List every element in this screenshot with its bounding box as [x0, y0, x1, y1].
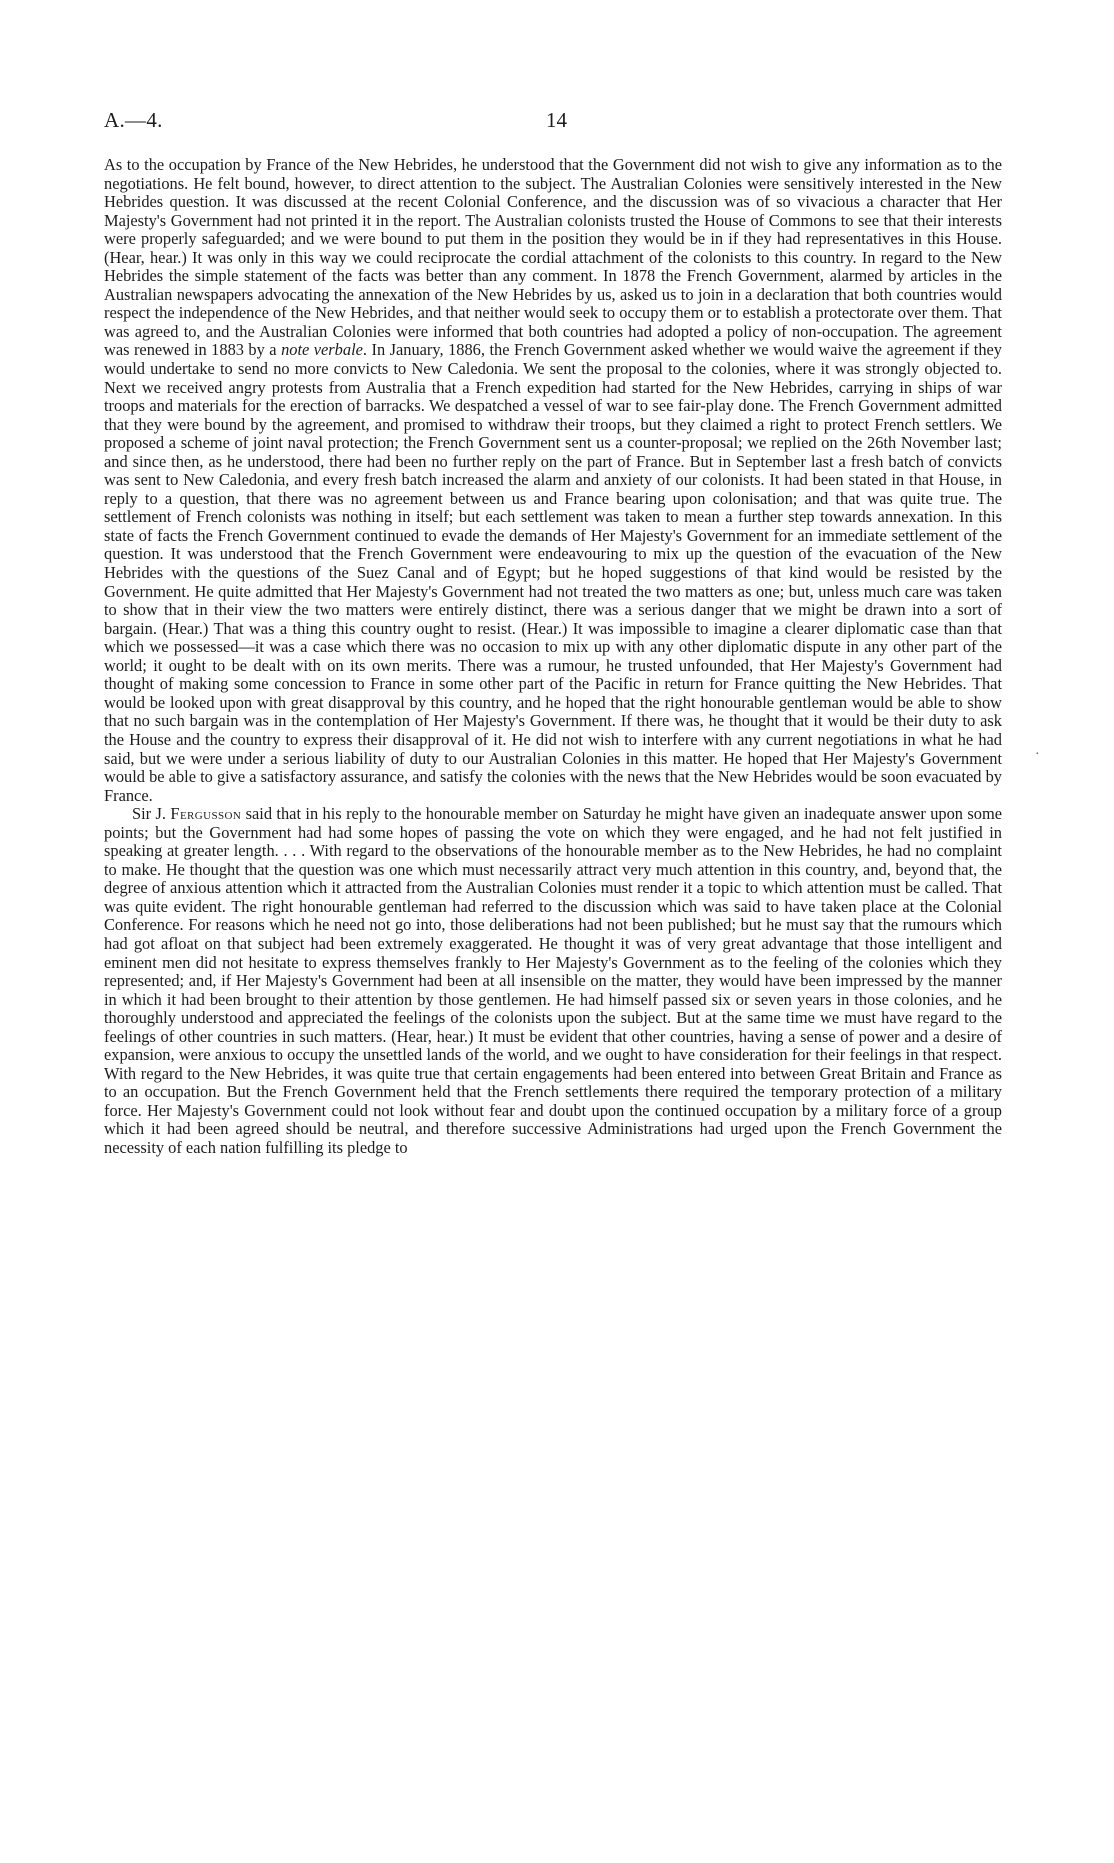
speaker-prefix: Sir J. [132, 804, 171, 824]
page-number: 14 [546, 108, 567, 132]
page-header [104, 108, 1004, 138]
paragraph-fergusson-reply [104, 805, 1002, 1157]
speaker-name: Fergusson [170, 804, 242, 824]
margin-mark: · [1035, 747, 1040, 762]
italic-phrase: note verbale [281, 340, 363, 360]
body-text [104, 156, 1002, 1158]
document-reference: A.—4. [104, 108, 163, 132]
paragraph-occupation-new-hebrides [104, 156, 1002, 805]
paragraph-text: As to the occupation by France of the New Hebrides, he understood that the Government did not wish to give any information as to the negotiations. He felt bound, however, to direct attention to the subject. The Australian Colonies were sensitively interested in the New Hebrides question. It was discussed at the recent Colonial Conference, and the discussion was of so vivacious a character that Her Majesty's Government had not printed it in the report. The Australian colonists trusted the House of Commons to see that their interests were properly safeguarded; and we were bound to put them in the position they would be in if they had representatives in this House. (Hear, hear.) It was only in this way we could reciprocate the cordial attachment of the colonists to this country. In regard to the New Hebrides the simple statement of the facts was better than any comment. In 1878 the French Government, alarmed by articles in the Australian newspapers advocating the annexation of the New Hebrides by us, asked us to join in a declaration that both countries would respect the independence of the New Hebrides, and that neither would seek to occupy them or to establish a protectorate over them. That was agreed to, and the Australian Colonies were informed that both countries had adopted a policy of non-occupation. The agreement was renewed in 1883 by a [104, 155, 1002, 360]
paragraph-text: said that in his reply to the honourable member on Saturday he might have given an inadequate answer upon some points; but the Government had had some hopes of passing the vote on which they were engaged, and he had not felt justified in speaking at greater length. . . . With regard to the observations of the honourable member as to the New Hebrides, he had no complaint to make. He thought that the question was one which must necessarily attract very much attention in this country, and, beyond that, the degree of anxious attention which it attracted from the Australian Colonies must render it a topic to which attention must be called. That was quite evident. The right honourable gentleman had referred to the discussion which was said to have taken place at the Colonial Conference. For reasons which he need not go into, those deliberations had not been published; but he must say that the rumours which had got afloat on that subject had been extremely exaggerated. He thought it was of very great advantage that those intelligent and eminent men did not hesitate to express themselves frankly to Her Majesty's Government as to the feeling of the colonies which they represented; and, if Her Majesty's Government had been at all insensible on the matter, they would have been impressed by the manner in which it had been brought to their attention by those gentlemen. He had himself passed six or seven years in those colonies, and he thoroughly understood and appreciated the feelings of the colonists upon the subject. But at the same time we must have regard to the feelings of other countries in such matters. (Hear, hear.) It must be evident that other countries, having a sense of power and a desire of expansion, were anxious to occupy the unsettled lands of the world, and we ought to have consideration for their feelings in that respect. With regard to the New Hebrides, it was quite true that certain engagements had been entered into between Great Britain and France as to an occupation. But the French Government held that the French settlements there required the temporary protection of a military force. Her Majesty's Government could not look without fear and doubt upon the continued occupation by a military force of a group which it had been agreed should be neutral, and therefore successive Administrations had urged upon the French Government the necessity of each nation fulfilling its pledge to [104, 804, 1002, 1157]
paragraph-text: . In January, 1886, the French Government asked whether we would waive the agreement if they would undertake to send no more convicts to New Caledonia. We sent the proposal to the colonies, where it was strongly objected to. Next we received angry protests from Australia that a French expedition had started for the New Hebrides, carrying in ships of war troops and materials for the erection of barracks. We despatched a vessel of war to see fair-play done. The French Government admitted that they were bound by the agreement, and promised to withdraw their troops, but they claimed a right to protect French settlers. We proposed a scheme of joint naval protection; the French Government sent us a counter-proposal; we replied on the 26th November last; and since then, as he understood, there had been no further reply on the part of France. But in September last a fresh batch of convicts was sent to New Caledonia, and every fresh batch increased the alarm and anxiety of our colonists. It had been stated in that House, in reply to a question, that there was no agreement between us and France bearing upon colonisation; and that was quite true. The settlement of French colonists was nothing in itself; but each settlement was taken to mean a further step towards annexation. In this state of facts the French Government continued to evade the demands of Her Majesty's Government for an immediate settlement of the question. It was understood that the French Government were endeavouring to mix up the question of the evacuation of the New Hebrides with the questions of the Suez Canal and of Egypt; but he hoped suggestions of that kind would be resisted by the Government. He quite admitted that Her Majesty's Government had not treated the two matters as one; but, unless much care was taken to show that in their view the two matters were entirely distinct, there was a serious danger that we might be drawn into a sort of bargain. (Hear.) That was a thing this country ought to resist. (Hear.) It was impossible to imagine a clearer diplomatic case than that which we possessed—it was a case which there was no occasion to mix up with any other diplomatic dispute in any other part of the world; it ought to be dealt with on its own merits. There was a rumour, he trusted unfounded, that Her Majesty's Government had thought of making some concession to France in some other part of the Pacific in return for France quitting the New Hebrides. That would be looked upon with great disapproval by this country, and he hoped that the right honourable gentleman would be able to show that no such bargain was in the contemplation of Her Majesty's Government. If there was, he thought that it would be their duty to ask the House and the country to express their disapproval of it. He did not wish to interfere with any current negotiations in what he had said, but we were under a serious liability of duty to our Australian Colonies in this matter. He hoped that Her Majesty's Government would be able to give a satisfactory assurance, and satisfy the colonies with the news that the New Hebrides would be soon evacuated by France. [104, 340, 1002, 805]
